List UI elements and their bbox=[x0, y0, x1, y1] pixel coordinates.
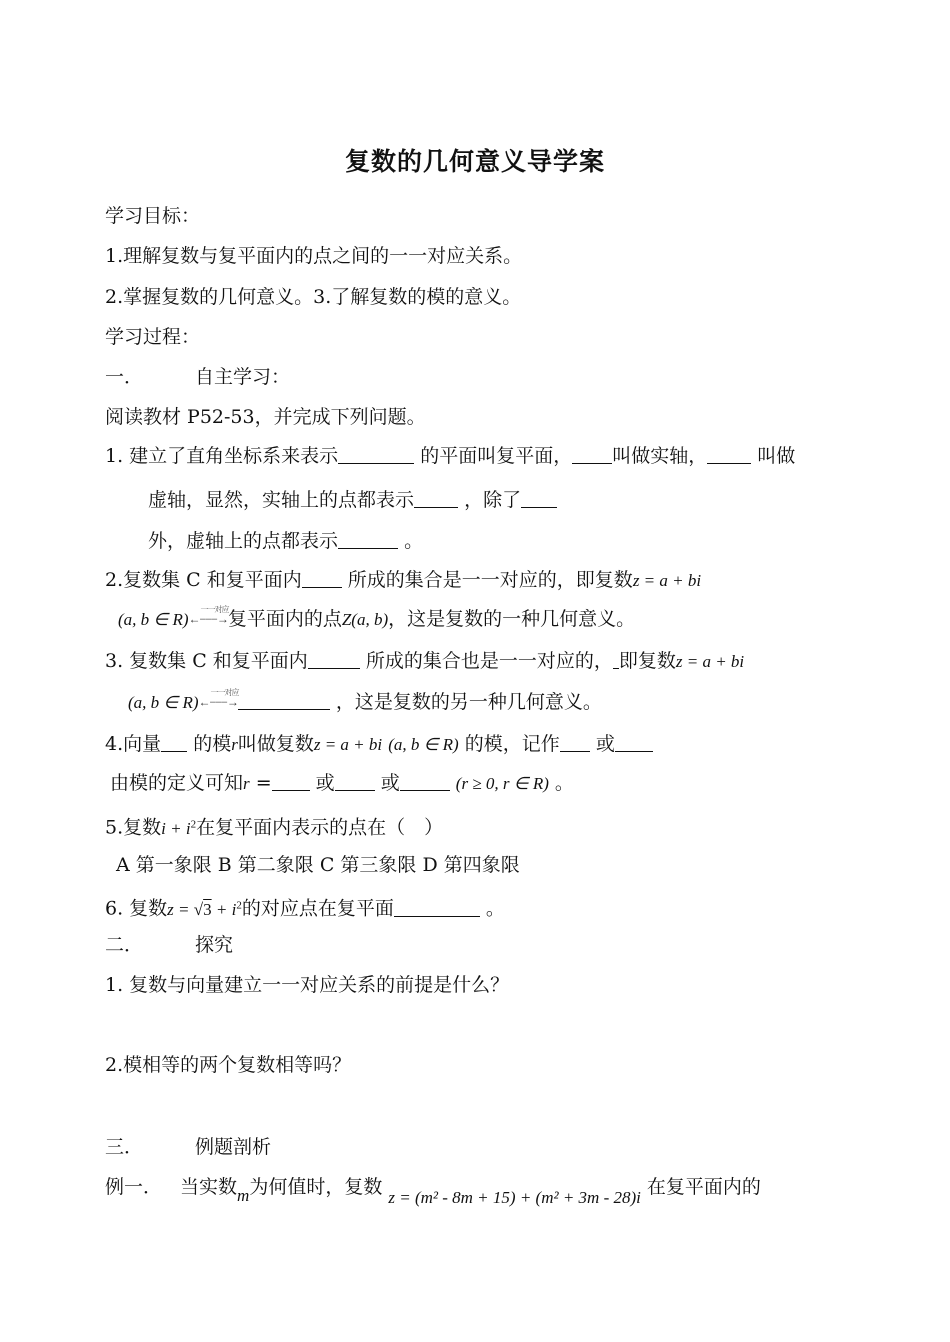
question-6: 6. 复数$z = √3 + i^2$的对应点在复平面 。 bbox=[105, 897, 505, 920]
blank bbox=[572, 443, 612, 464]
section-1-label: 自主学习： bbox=[195, 366, 291, 388]
explore-question-1: 1. 复数与向量建立一一对应关系的前提是什么？ bbox=[105, 974, 510, 996]
blank bbox=[302, 567, 342, 588]
blank bbox=[308, 648, 360, 669]
reading-instruction: 阅读教材 P52-53，并完成下列问题。 bbox=[105, 406, 426, 428]
blank bbox=[335, 770, 375, 791]
question-1-line-2: 虚轴，显然，实轴上的点都表示 ，除了 bbox=[148, 487, 557, 513]
formula-example: z = (m² - 8m + 15) + (m² + 3m - 28)i bbox=[388, 1188, 641, 1207]
blank bbox=[338, 528, 398, 549]
formula-z: z = a + bi bbox=[313, 735, 383, 754]
blank bbox=[707, 443, 751, 464]
page-title: 复数的几何意义导学案 bbox=[344, 147, 605, 176]
one-to-one-arrow: ←−−−→ 一一对应 bbox=[198, 688, 239, 709]
formula-sqrt: $z = √3 + i^2$ bbox=[167, 899, 242, 919]
question-1-line-1: 1. 建立了直角坐标系来表示 的平面叫复平面， 叫做实轴， 叫做 bbox=[105, 445, 796, 467]
formula-z: z = a + bi bbox=[675, 652, 745, 671]
section-1-heading bbox=[105, 364, 290, 390]
process-header: 学习过程： bbox=[105, 326, 201, 348]
blank bbox=[238, 689, 330, 710]
blank bbox=[338, 443, 414, 464]
section-3-heading: 三． 例题剖析 bbox=[105, 1136, 272, 1158]
question-1-line-3: 外，虚轴上的点都表示 。 bbox=[148, 530, 424, 552]
section-2-heading: 二． 探究 bbox=[105, 934, 234, 956]
question-4-line-1: 4.向量 的模r叫做复数z = a + bi (a, b ∈ R) 的模，记作 或 bbox=[105, 731, 653, 758]
goal-1: 1.理解复数与复平面内的点之间的一一对应关系。 bbox=[105, 245, 523, 267]
blank bbox=[560, 731, 590, 752]
blank bbox=[161, 731, 187, 752]
blank bbox=[272, 770, 310, 791]
section-1-number: 一． bbox=[105, 366, 144, 388]
question-3-line-2: (a, b ∈ R)←−−−→ 一一对应 ，这是复数的另一种几何意义。 bbox=[128, 688, 602, 713]
one-to-one-arrow: ←−−−→ 一一对应 bbox=[188, 605, 229, 626]
explore-question-2: 2.模相等的两个复数相等吗？ bbox=[105, 1054, 352, 1076]
blank bbox=[414, 487, 458, 508]
example-1: 例一． 当实数m为何值时，复数 z = (m² - 8m + 15) + (m² + 3m - 28)i 在复平面内的 bbox=[105, 1176, 761, 1207]
formula-z: z = a + bi bbox=[632, 571, 702, 590]
question-5-options: A 第一象限 B 第二象限 C 第三象限 D 第四象限 bbox=[116, 854, 520, 876]
question-5: 5.复数$i + i^2$在复平面内表示的点在（ ） bbox=[105, 816, 444, 839]
goal-2: 2.掌握复数的几何意义。3.了解复数的模的意义。 bbox=[105, 286, 522, 308]
goals-header: 学习目标： bbox=[105, 205, 201, 227]
question-2-line-1: 2.复数集 C 和复平面内 所成的集合是一一对应的，即复数z = a + bi bbox=[105, 569, 702, 591]
blank bbox=[615, 731, 653, 752]
question-4-line-2: 由模的定义可知r = 或 或 (r ≥ 0, r ∈ R) 。 bbox=[110, 772, 574, 794]
question-3-line-1: 3. 复数集 C 和复平面内 所成的集合也是一一对应的， 即复数z = a + bi bbox=[105, 650, 745, 672]
blank bbox=[394, 896, 480, 917]
blank bbox=[521, 487, 557, 508]
formula-i: $i + i^2$ bbox=[161, 818, 197, 838]
blank bbox=[400, 770, 450, 791]
point-z: Z(a, b) bbox=[341, 610, 389, 629]
question-2-line-2: (a, b ∈ R)←−−−→ 一一对应 复平面内的点Z(a, b)，这是复数的一种几何意义。 bbox=[118, 605, 636, 630]
